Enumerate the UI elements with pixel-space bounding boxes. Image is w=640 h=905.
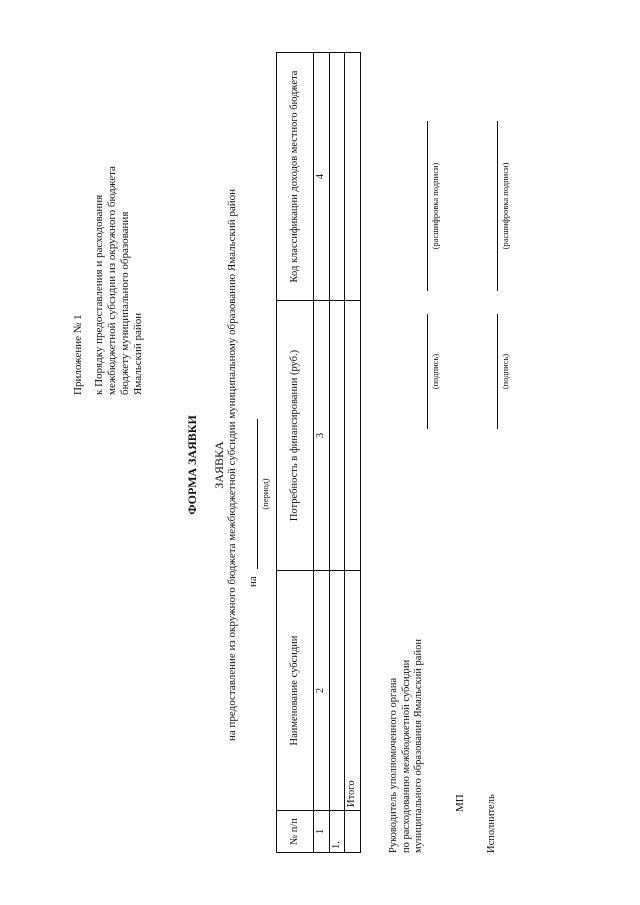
appendix-line: бюджету муниципального образования [119, 211, 131, 395]
executor-decode-line [497, 121, 498, 291]
request-title: ЗАЯВКА [212, 441, 226, 489]
appendix-line: к Порядку предоставления и расходования [93, 194, 105, 395]
signature-line [427, 314, 428, 429]
table-cell: 4 [314, 53, 330, 301]
table-cell: 3 [314, 301, 330, 571]
table-cell [329, 301, 345, 571]
executor-decode-caption: (расшифровка подписи) [500, 162, 510, 250]
signatory-line: муниципального образования Ямальский район [413, 639, 424, 853]
table-cell: 1 [314, 811, 330, 853]
table-index-row [314, 53, 330, 853]
period-field-line [257, 419, 258, 569]
appendix-line: Ямальский район [132, 312, 144, 395]
table-cell: 2 [314, 571, 330, 811]
table-total-row [345, 53, 361, 853]
signatory-line: по расходованию межбюджетной субсидии [400, 659, 412, 853]
table-cell [345, 53, 361, 301]
table-cell: 1. [329, 811, 345, 853]
column-header: № п/п [277, 811, 314, 853]
table-header-row [277, 53, 314, 853]
table-cell [345, 301, 361, 571]
form-title: ФОРМА ЗАЯВКИ [185, 415, 199, 515]
column-header: Потребность в финансировании (руб.) [277, 301, 314, 571]
signature-decode-line [427, 121, 428, 291]
total-label: Итого [345, 571, 361, 811]
column-header: Наименование субсидии [277, 571, 314, 811]
appendix-block [72, 155, 145, 395]
period-prefix: на [247, 576, 259, 587]
table-cell [329, 571, 345, 811]
table-cell [329, 53, 345, 301]
column-header: Код классификации доходов местного бюджета [277, 53, 314, 301]
request-table [276, 52, 361, 853]
table-row [329, 53, 345, 853]
executor-label: Исполнитель [486, 794, 497, 853]
executor-signature-line [497, 314, 498, 429]
appendix-line: межбюджетной субсидии из окружного бюджета [106, 166, 118, 395]
executor-signature-caption: (подпись) [500, 353, 510, 390]
period-caption: (период) [260, 478, 270, 510]
signature-decode-caption: (расшифровка подписи) [430, 162, 440, 250]
signatory-line: Руководитель уполномоченного органа [388, 677, 399, 853]
signature-caption: (подпись) [430, 353, 440, 390]
request-subtitle: на предоставление из окружного бюджета межбюджетной субсидии муниципальному образованию Ямальский район [226, 188, 238, 742]
signatory-title [388, 523, 426, 853]
appendix-title: Приложение № 1 [72, 314, 84, 395]
stamp-place: МП [454, 794, 466, 812]
table-cell [345, 811, 361, 853]
